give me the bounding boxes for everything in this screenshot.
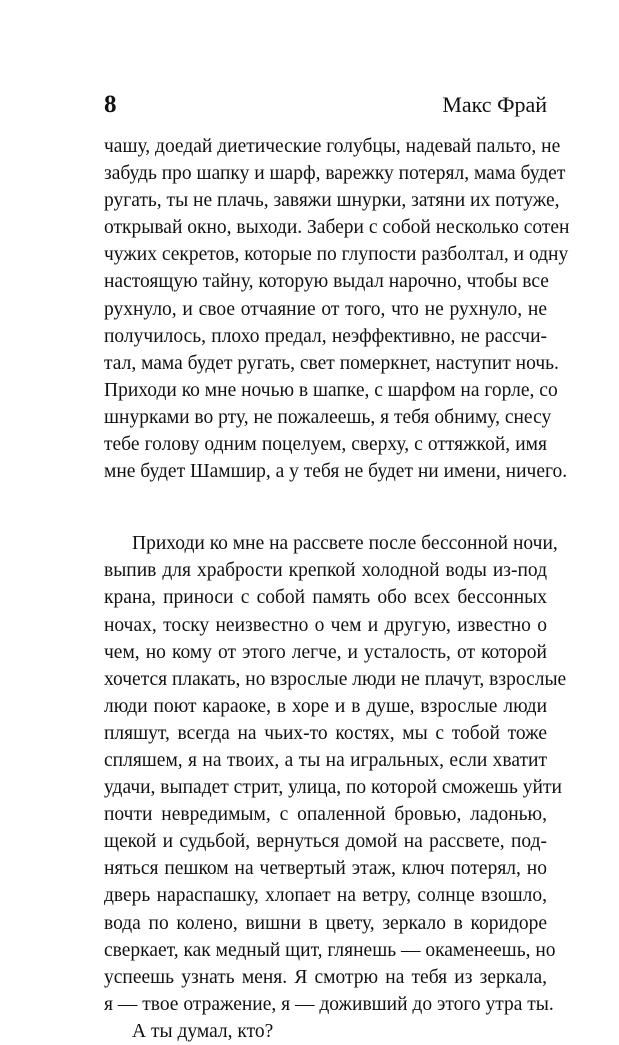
text-line: вода по колено, вишни в цвету, зеркало в коридоре — [104, 912, 547, 934]
text-line: тал, мама будет ругать, свет померкнет, наступит ночь. — [104, 352, 559, 374]
text-line: спляшем, я на твоих, а ты на игральных, если хватит — [104, 749, 547, 771]
text-line: чем, но кому от этого легче, и усталость, от которой — [104, 641, 547, 663]
text-line: люди поют караоке, в хоре и в душе, взрослые люди — [104, 695, 547, 717]
text-line: успеешь узнать меня. Я смотрю на тебя из зеркала, — [104, 966, 547, 988]
text-line: ночах, тоску неизвестно о чем и другую, известно о — [104, 614, 547, 636]
text-line: няться пешком на четвертый этаж, ключ потерял, но — [104, 858, 547, 880]
paragraph — [104, 1018, 547, 1045]
text-line: щекой и судьбой, вернуться домой на рассвете, под- — [104, 831, 547, 853]
text-line: сверкает, как медный щит, глянешь — окаменеешь, но — [104, 939, 556, 961]
text-line: чашу, доедай диетические голубцы, надевай пальто, не — [104, 136, 561, 157]
body-text — [104, 133, 570, 1045]
text-line: пляшут, всегда на чьих-то костях, мы с тобой тоже — [104, 722, 547, 744]
text-line: забудь про шапку и шарф, варежку потерял, мама будет — [104, 163, 566, 185]
text-line: хочется плакать, но взрослые люди не плачут, взрослые — [104, 668, 567, 690]
text-line: удачи, выпадет стрит, улица, по которой сможешь уйти — [104, 777, 562, 799]
text-line: выпив для храбрости крепкой холодной воды из-под — [104, 560, 547, 582]
page-header — [104, 88, 547, 122]
page-number: 8 — [104, 91, 117, 118]
text-line: шнурками во рту, не пожалеешь, я тебя обниму, снесу — [104, 406, 552, 428]
text-line: чужих секретов, которые по глупости разболтал, и одну — [104, 244, 569, 266]
text-line: я — твое отражение, я — доживший до этого утра ты. — [104, 993, 554, 1015]
running-head-author: Макс Фрай — [442, 92, 547, 117]
text-line: дверь нараспашку, хлопает на ветру, солнце взошло, — [104, 885, 547, 907]
text-line: получилось, плохо предал, неэффективно, не рассчи- — [104, 325, 547, 347]
text-line: тебе голову одним поцелуем, сверху, с оттяжкой, имя — [104, 434, 547, 456]
text-line: рухнуло, и свое отчаяние от того, что не рухнуло, не — [104, 298, 547, 320]
text-line: почти невредимым, с опаленной бровью, ладонью, — [104, 804, 547, 826]
text-line: Приходи ко мне на рассвете после бессонной ночи, — [132, 533, 558, 555]
paragraph — [104, 530, 567, 1018]
paragraph — [104, 133, 570, 485]
paragraph-gap — [104, 485, 547, 530]
text-line: ругать, ты не плачь, завяжи шнурки, затяни их потуже, — [104, 190, 560, 212]
text-line: крана, приноси с собой память обо всех бессонных — [104, 587, 547, 609]
text-line: Приходи ко мне ночью в шапке, с шарфом на горле, со — [104, 379, 558, 401]
text-line: открывай окно, выходи. Забери с собой несколько сотен — [104, 217, 570, 239]
text-line: мне будет Шамшир, а у тебя не будет ни имени, ничего. — [104, 461, 568, 483]
text-line: настоящую тайну, которую выдал нарочно, чтобы все — [104, 271, 549, 293]
text-line: А ты думал, кто? — [132, 1020, 274, 1042]
